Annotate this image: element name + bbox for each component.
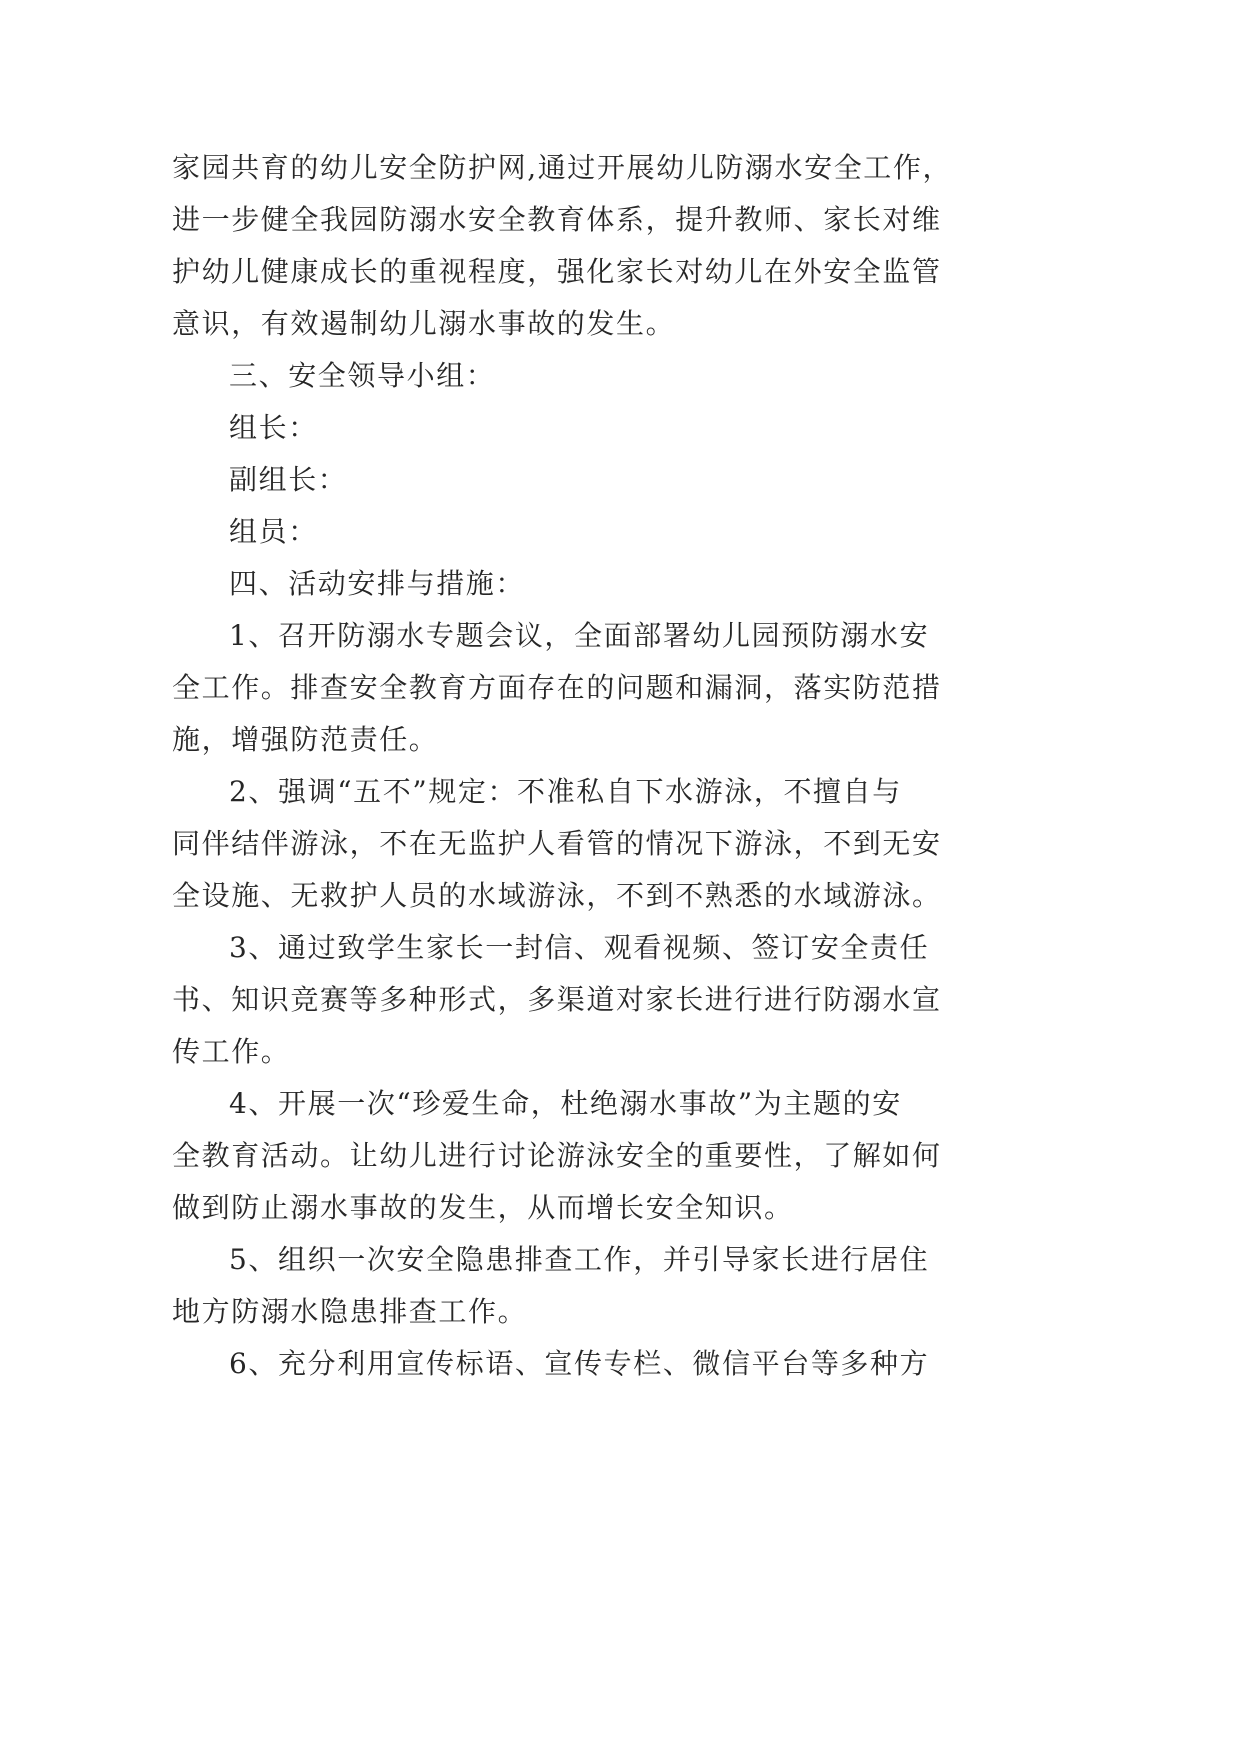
text-line: 6、充分利用宣传标语、宣传专栏、微信平台等多种方 — [229, 1347, 930, 1380]
deputy-group-leader-field — [172, 454, 1072, 506]
text-line: 副组长： — [229, 463, 348, 496]
text-line: 全教育活动。让幼儿进行讨论游泳安全的重要性，了解如何 — [172, 1139, 942, 1172]
text-line: 四、活动安排与措施： — [229, 567, 526, 600]
list-item-4 — [172, 1078, 1072, 1234]
text-line: 4、开展一次“珍爱生命，杜绝溺水事故”为主题的安 — [229, 1087, 902, 1120]
text-line: 书、知识竞赛等多种形式，多渠道对家长进行进行防溺水宣 — [172, 983, 942, 1016]
text-line: 3、通过致学生家长一封信、观看视频、签订安全责任 — [229, 931, 930, 964]
text-line: 做到防止溺水事故的发生，从而增长安全知识。 — [172, 1191, 794, 1224]
text-line: 全设施、无救护人员的水域游泳，不到不熟悉的水域游泳。 — [172, 879, 942, 912]
text-line: 护幼儿健康成长的重视程度，强化家长对幼儿在外安全监管 — [172, 255, 942, 288]
text-line: 家园共育的幼儿安全防护网,通过开展幼儿防溺水安全工作， — [172, 151, 953, 184]
text-line: 传工作。 — [172, 1035, 291, 1068]
list-item-3 — [172, 922, 1072, 1078]
list-item-6 — [172, 1338, 1072, 1390]
text-line: 施，增强防范责任。 — [172, 723, 439, 756]
text-line: 地方防溺水隐患排查工作。 — [172, 1295, 528, 1328]
paragraph-purpose-continued — [172, 142, 1072, 350]
text-line: 三、安全领导小组： — [229, 359, 496, 392]
section-heading-activities — [172, 558, 1072, 610]
text-line: 进一步健全我园防溺水安全教育体系，提升教师、家长对维 — [172, 203, 942, 236]
text-line: 全工作。排查安全教育方面存在的问题和漏洞，落实防范措 — [172, 671, 942, 704]
text-line: 组员： — [229, 515, 318, 548]
text-line: 同伴结伴游泳，不在无监护人看管的情况下游泳，不到无安 — [172, 827, 942, 860]
list-item-1 — [172, 610, 1072, 766]
group-members-field — [172, 506, 1072, 558]
text-line: 组长： — [229, 411, 318, 444]
list-item-5 — [172, 1234, 1072, 1338]
section-heading-leadership-group — [172, 350, 1072, 402]
group-leader-field — [172, 402, 1072, 454]
list-item-2 — [172, 766, 1072, 922]
text-line: 2、强调“五不”规定：不准私自下水游泳，不擅自与 — [229, 775, 902, 808]
text-line: 意识，有效遏制幼儿溺水事故的发生。 — [172, 307, 676, 340]
text-line: 5、组织一次安全隐患排查工作，并引导家长进行居住 — [229, 1243, 930, 1276]
text-line: 1、召开防溺水专题会议，全面部署幼儿园预防溺水安 — [229, 619, 930, 652]
document-body — [172, 142, 1072, 1390]
